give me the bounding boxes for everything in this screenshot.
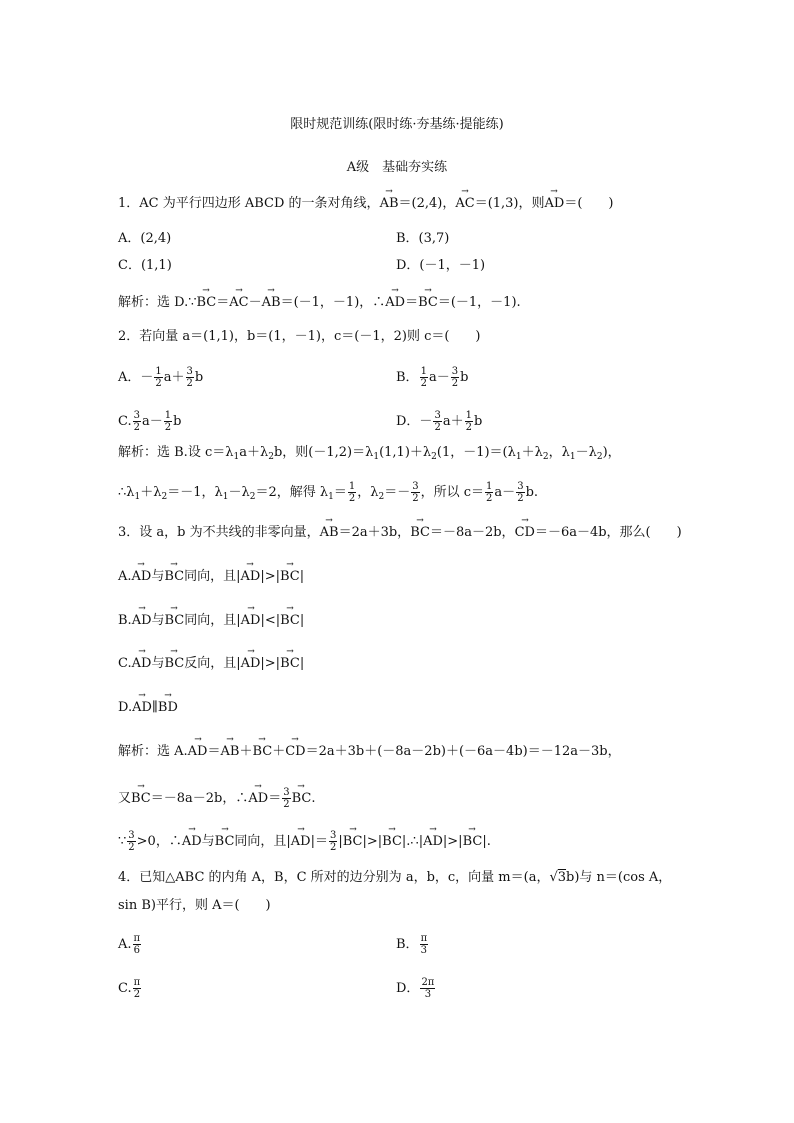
question-4-stem-line-2: sin B)平行，则 A＝( ): [118, 898, 271, 913]
q4-option-c: C. $\frac{\pi}{2}$: [118, 977, 141, 1000]
question-4-stem-line-1: 4．已知△ABC 的内角 A，B，C 所对的边分别为 a，b，c，向量 m＝(a，√3b)与 n＝(cos A，: [118, 870, 672, 885]
q2-option-d: D．－ $\frac{3}{2}$ a＋ $\frac{1}{2}$ b: [396, 410, 483, 433]
q2-analysis-line-1: 解析：选 B.设 $c=\lambda_1a+\lambda_2b$，则$(-1,2)=\lambda_1(1,1)+\lambda_2(1$，$-1)=(\lambda_1+\lambda_2$，$\lambda_1-\lambda_2$)，: [118, 445, 621, 462]
q4-option-d: D． $\frac{2\pi}{3}$: [396, 977, 435, 1000]
q3-option-c: C.→ AD与→ BC反向，且|→ AD|>|→ BC|: [118, 656, 304, 672]
question-2-stem: 2．若向量 a＝(1,1)，b＝(1，－1)，c＝(－1，2)则 c＝( ): [118, 329, 481, 344]
question-3-stem: 3．设 a，b 为不共线的非零向量，→ AB＝2a＋3b，→ BC＝－8a－2b，→ CD＝－6a－4b，那么( ): [118, 525, 682, 541]
q1-analysis: 解析：选 D.∵→ BC＝→ AC－→ AB＝(－1，－1)，∴→ AD＝→ BC＝(－1，－1).: [118, 295, 521, 311]
q1-option-c: C．(1,1): [118, 258, 172, 273]
q3-option-a: A.→ AD与→ BC同向，且|→ AD|>|→ BC|: [118, 569, 304, 585]
q3-analysis-line-1: 解析：选 A.→ AD＝→ AB＋→ BC＋→ CD＝2a＋3b＋(－8a－2b)＋(－6a－4b)＝－12a－3b，: [118, 744, 621, 760]
q1-option-a: A．(2,4): [118, 231, 172, 246]
q2-option-c: C. $\frac{3}{2}$ a－ $\frac{1}{2}$ b: [118, 410, 182, 433]
q1-option-d: D．(－1，－1): [396, 258, 486, 273]
q3-analysis-line-2: 又→ BC＝－8a－2b，∴→ AD＝ $\frac{3}{2}$ → BC.: [118, 787, 315, 810]
q4-option-b: B． $\frac{\pi}{3}$: [396, 933, 428, 956]
q2-option-b: B． $\frac{1}{2}$ a－ $\frac{3}{2}$ b: [396, 366, 469, 389]
section-heading: A级 基础夯实练: [346, 160, 448, 175]
q3-option-d: D.→ AD∥→ BD: [118, 700, 178, 716]
q3-analysis-line-3: ∵ $\frac{3}{2}$ >0，∴→ AD与→ BC同向，且|→ AD|＝ $\frac{3}{2}$ |→ BC|>|→ BC|.∴|→ AD|>|→ BC|.: [118, 830, 491, 853]
q1-option-b: B．(3,7): [396, 231, 450, 246]
q4-option-a: A. $\frac{\pi}{6}$: [118, 933, 141, 956]
question-1-stem: 1．AC 为平行四边形 ABCD 的一条对角线，→ AB＝(2,4)，→ AC＝(1,3)，则→ AD＝( ): [118, 196, 613, 212]
q2-option-a: A．－ $\frac{1}{2}$ a＋ $\frac{3}{2}$ b: [118, 366, 204, 389]
q3-option-b: B.→ AD与→ BC同向，且|→ AD|<|→ BC|: [118, 613, 304, 629]
page-title: 限时规范训练(限时练·夯基练·提能练): [290, 117, 504, 132]
q2-analysis-line-2: $\therefore\lambda_1+\lambda_2=-1$，$\lambda_1-\lambda_2=2$，解得 $\lambda_1=$ $\frac{1}{2}$ ，$\lambda_2=-$ $\frac{3}{2}$ ，所以 c＝ $\frac{1}{2}$ a－ $\frac{3}{2}$ b.: [118, 481, 539, 504]
